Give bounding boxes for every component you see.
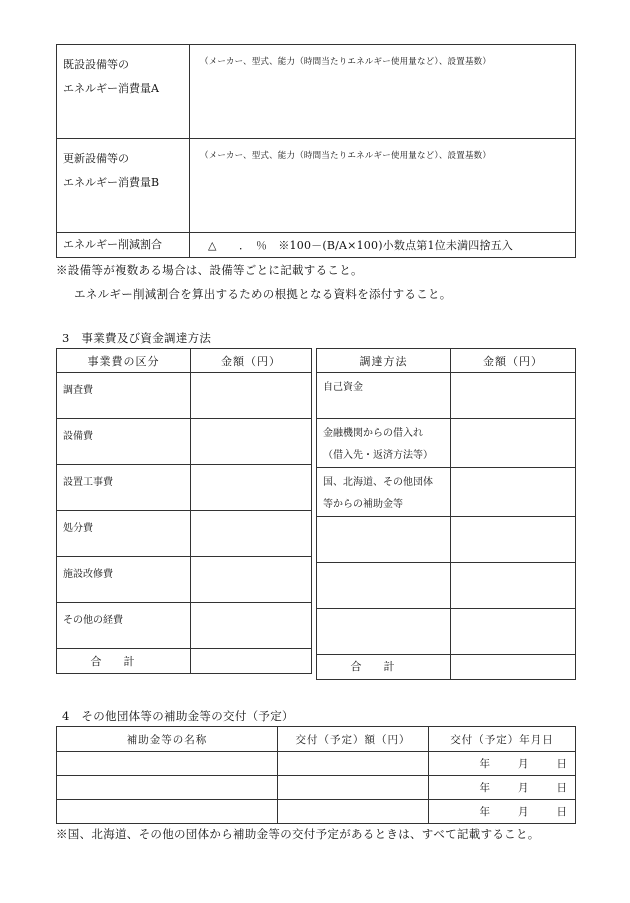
subsidy-amount-cell[interactable]: [278, 776, 429, 800]
table-header-row: [57, 349, 312, 373]
table-row: [57, 373, 312, 419]
total-row: [57, 649, 312, 674]
funding-line: 自己資金: [323, 382, 363, 393]
energy-consumption-table: [56, 44, 576, 258]
column-header: 交付（予定）年月日: [429, 727, 576, 752]
total-label: 合計: [317, 655, 451, 680]
funding-item-label[interactable]: [317, 609, 451, 655]
new-equipment-value[interactable]: （メーカー、型式、能力（時間当たりエネルギー使用量など）、設置基数）: [190, 139, 576, 233]
label-line: 既設設備等の: [63, 58, 129, 71]
funding-item-label: [317, 373, 451, 419]
amount-cell[interactable]: [451, 468, 576, 517]
table-row: [57, 511, 312, 557]
funding-item-label[interactable]: [317, 517, 451, 563]
funding-line: （借入先・返済方法等）: [323, 450, 433, 461]
section-4-title: 4 その他団体等の補助金等の交付（予定）: [62, 709, 294, 723]
subsidy-table: [56, 726, 576, 824]
funding-item-label: [317, 419, 451, 468]
subsidy-name-cell[interactable]: [57, 776, 278, 800]
column-header: 金額（円）: [191, 349, 312, 373]
amount-cell[interactable]: [191, 511, 312, 557]
table-row: [57, 139, 576, 233]
reduction-ratio-value[interactable]: △ ． ％ ※100－(B/A×100)小数点第1位未満四捨五入: [190, 233, 576, 258]
amount-cell[interactable]: [451, 609, 576, 655]
table-row: [57, 465, 312, 511]
note-multiple-equipment: ※設備等が複数ある場合は、設備等ごとに記載すること。: [56, 263, 363, 277]
funding-method-table: [316, 348, 576, 680]
subsidy-date-cell[interactable]: [429, 776, 576, 800]
amount-cell[interactable]: [191, 419, 312, 465]
table-header-row: [57, 727, 576, 752]
cost-item-label: 施設改修費: [57, 557, 191, 603]
table-row: [57, 776, 576, 800]
label-line: エネルギー消費量A: [63, 82, 159, 95]
cost-item-label: 調査費: [57, 373, 191, 419]
day-label: 日: [556, 758, 567, 770]
year-label: 年: [479, 806, 490, 818]
funding-line: 等からの補助金等: [323, 499, 403, 510]
column-header: 補助金等の名称: [57, 727, 278, 752]
table-header-row: [317, 349, 576, 373]
table-row: [57, 233, 576, 258]
column-header: 調達方法: [317, 349, 451, 373]
cost-item-label: 設置工事費: [57, 465, 191, 511]
amount-cell[interactable]: [191, 465, 312, 511]
amount-cell[interactable]: [191, 603, 312, 649]
table-row: [317, 373, 576, 419]
subsidy-amount-cell[interactable]: [278, 800, 429, 824]
amount-cell[interactable]: [451, 419, 576, 468]
table-row: [317, 517, 576, 563]
subsidy-name-cell[interactable]: [57, 800, 278, 824]
amount-cell[interactable]: [191, 373, 312, 419]
total-amount-cell[interactable]: [451, 655, 576, 680]
note-subsidy-all: ※国、北海道、その他の団体から補助金等の交付予定があるときは、すべて記載すること。: [56, 827, 540, 841]
existing-equipment-value[interactable]: （メーカー、型式、能力（時間当たりエネルギー使用量など）、設置基数）: [190, 45, 576, 139]
day-label: 日: [556, 806, 567, 818]
subsidy-date-cell[interactable]: [429, 800, 576, 824]
funding-line: 国、北海道、その他団体: [323, 477, 433, 488]
table-row: [317, 563, 576, 609]
amount-cell[interactable]: [451, 517, 576, 563]
cost-item-label: その他の経費: [57, 603, 191, 649]
funding-item-label: [317, 468, 451, 517]
table-row: [57, 800, 576, 824]
label-line: エネルギー消費量B: [63, 176, 160, 189]
funding-item-label[interactable]: [317, 563, 451, 609]
subsidy-name-cell[interactable]: [57, 752, 278, 776]
new-equipment-label: [57, 139, 190, 233]
year-label: 年: [479, 758, 490, 770]
table-row: [57, 557, 312, 603]
table-row: [57, 419, 312, 465]
cost-item-label: 処分費: [57, 511, 191, 557]
table-row: [57, 45, 576, 139]
year-label: 年: [479, 782, 490, 794]
total-row: [317, 655, 576, 680]
label-line: 更新設備等の: [63, 152, 129, 165]
cost-item-label: 設備費: [57, 419, 191, 465]
column-header: 交付（予定）額（円）: [278, 727, 429, 752]
day-label: 日: [556, 782, 567, 794]
table-row: [57, 752, 576, 776]
table-row: [317, 609, 576, 655]
table-row: [57, 603, 312, 649]
month-label: 月: [518, 806, 529, 818]
table-row: [317, 419, 576, 468]
subsidy-date-cell[interactable]: [429, 752, 576, 776]
month-label: 月: [518, 782, 529, 794]
cost-breakdown-table: [56, 348, 312, 674]
amount-cell[interactable]: [191, 557, 312, 603]
existing-equipment-label: [57, 45, 190, 139]
column-header: 金額（円）: [451, 349, 576, 373]
total-amount-cell[interactable]: [191, 649, 312, 674]
amount-cell[interactable]: [451, 563, 576, 609]
month-label: 月: [518, 758, 529, 770]
table-row: [317, 468, 576, 517]
column-header: 事業費の区分: [57, 349, 191, 373]
amount-cell[interactable]: [451, 373, 576, 419]
funding-line: 金融機関からの借入れ: [323, 428, 423, 439]
subsidy-amount-cell[interactable]: [278, 752, 429, 776]
reduction-ratio-label: エネルギー削減割合: [57, 233, 190, 258]
total-label: 合計: [57, 649, 191, 674]
note-attach-basis: エネルギー削減割合を算出するための根拠となる資料を添付すること。: [74, 287, 452, 301]
section-3-title: 3 事業費及び資金調達方法: [62, 331, 212, 345]
